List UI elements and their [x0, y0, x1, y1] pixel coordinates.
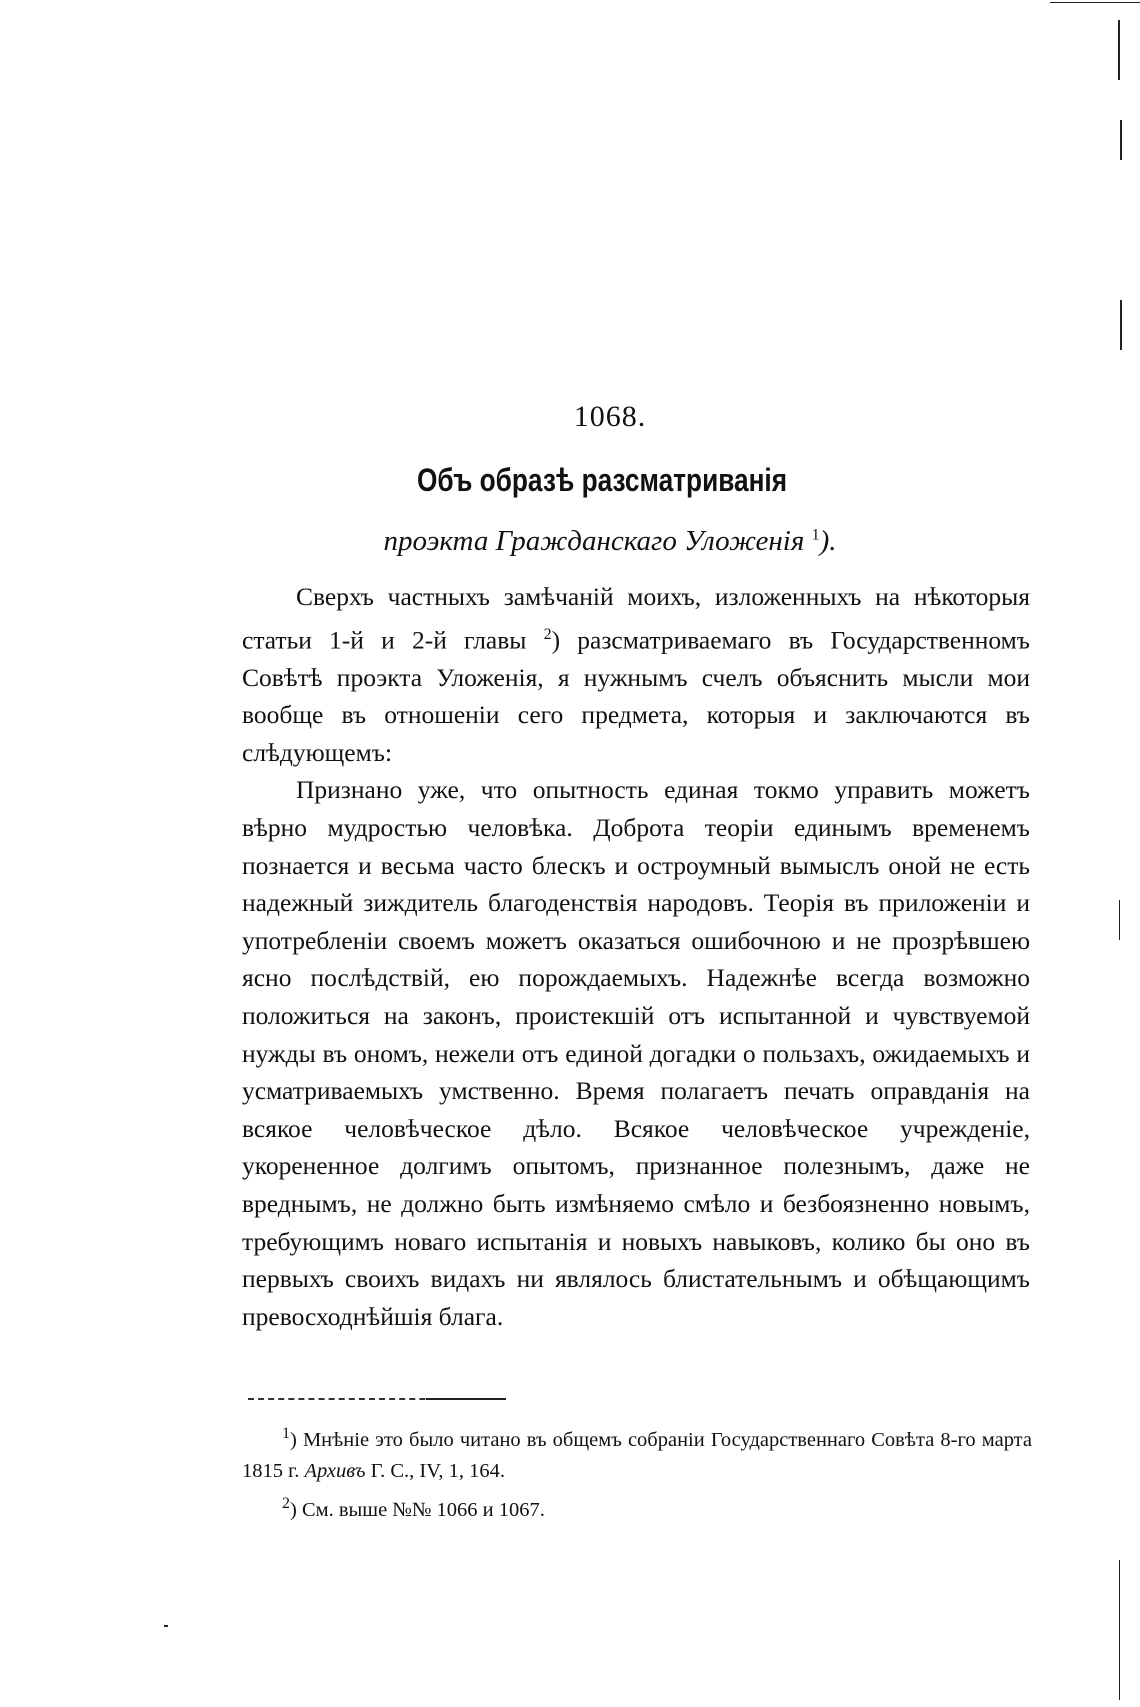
scan-edge-mark [1118, 20, 1120, 80]
document-title: Объ образѣ разсматриванія [416, 462, 788, 498]
footnote-1-mark: 1 [282, 1425, 290, 1442]
scan-edge-mark [1119, 1560, 1120, 1700]
scan-edge-mark [1120, 300, 1122, 350]
scan-edge-mark [1120, 120, 1122, 160]
scan-edge-mark [1119, 900, 1120, 940]
document-number: 1068. [573, 400, 647, 433]
paragraph-2: Признано уже, что опытность единая токмо управить можетъ вѣрно мудростью человѣка. Доброта теоріи единымъ временемъ познается и весьма часто блескъ и остроумный вымыслъ оной не есть надежный зиждитель благоденствія народовъ. Теорія въ приложеніи и употребленіи своемъ можетъ оказаться ошибочною и не прозрѣвшею ясно послѣдствій, ею порождаемыхъ. Надежнѣе всегда возможно положиться на законъ, проистекшій отъ испытанной и чувствуемой нужды въ ономъ, нежели отъ единой догадки о пользахъ, ожидаемыхъ и усматриваемыхъ умственно. Время полагаетъ печать оправданія на всякое человѣческое дѣло. Всякое человѣческое учрежденіе, укорененное долгимъ опытомъ, признанное полезнымъ, даже не вреднымъ, не должно быть измѣняемо смѣло и безбоязненно новымъ, требующимъ новаго испытанія и новыхъ навыковъ, колико бы оно въ первыхъ своихъ видахъ ни являлось блистательнымъ и обѣщающимъ превосходнѣйшія блага. [242, 775, 1030, 1331]
footnote-1-start: ) Мнѣніе это было читано въ общемъ собраніи Государственнаго Совѣта 8-го марта 1815 г. [242, 1428, 1032, 1483]
footnote-1-source: Архивъ [304, 1460, 366, 1483]
footnote-2-mark: 2 [282, 1494, 290, 1512]
footnote-2 [242, 1488, 1032, 1526]
footnote-2-text: ) См. выше №№ 1066 и 1067. [290, 1498, 545, 1521]
footnote-separator [248, 1398, 506, 1400]
body-text [242, 578, 1030, 1335]
document-subtitle [40, 525, 1140, 558]
paragraph-1-footnote-mark: 2 [543, 625, 552, 643]
scan-dot [164, 1625, 168, 1627]
subtitle-footnote-mark: 1 [811, 526, 820, 544]
paragraph-1-end: ) разсматриваемаго въ Государственномъ Совѣтѣ проэкта Уложенія, я нужнымъ счелъ объяснить мысли мои вообще въ отношеніи сего предмета, которыя и заключаются въ слѣдующемъ: [242, 625, 1030, 767]
subtitle-text: проэкта Гражданскаго Уложенія [383, 525, 805, 557]
footnote-1-end: Г. С., IV, 1, 164. [365, 1460, 506, 1483]
footnote-1 [242, 1418, 1032, 1488]
scan-top-line [1050, 2, 1140, 3]
footnotes [242, 1418, 1032, 1526]
subtitle-end: ). [819, 525, 837, 557]
paragraph-1-start: Сверхъ частныхъ замѣчаній моихъ, изложенныхъ на нѣкоторыя статьи 1-й и 2-й главы [242, 582, 1030, 655]
paragraph-1 [242, 578, 1030, 771]
